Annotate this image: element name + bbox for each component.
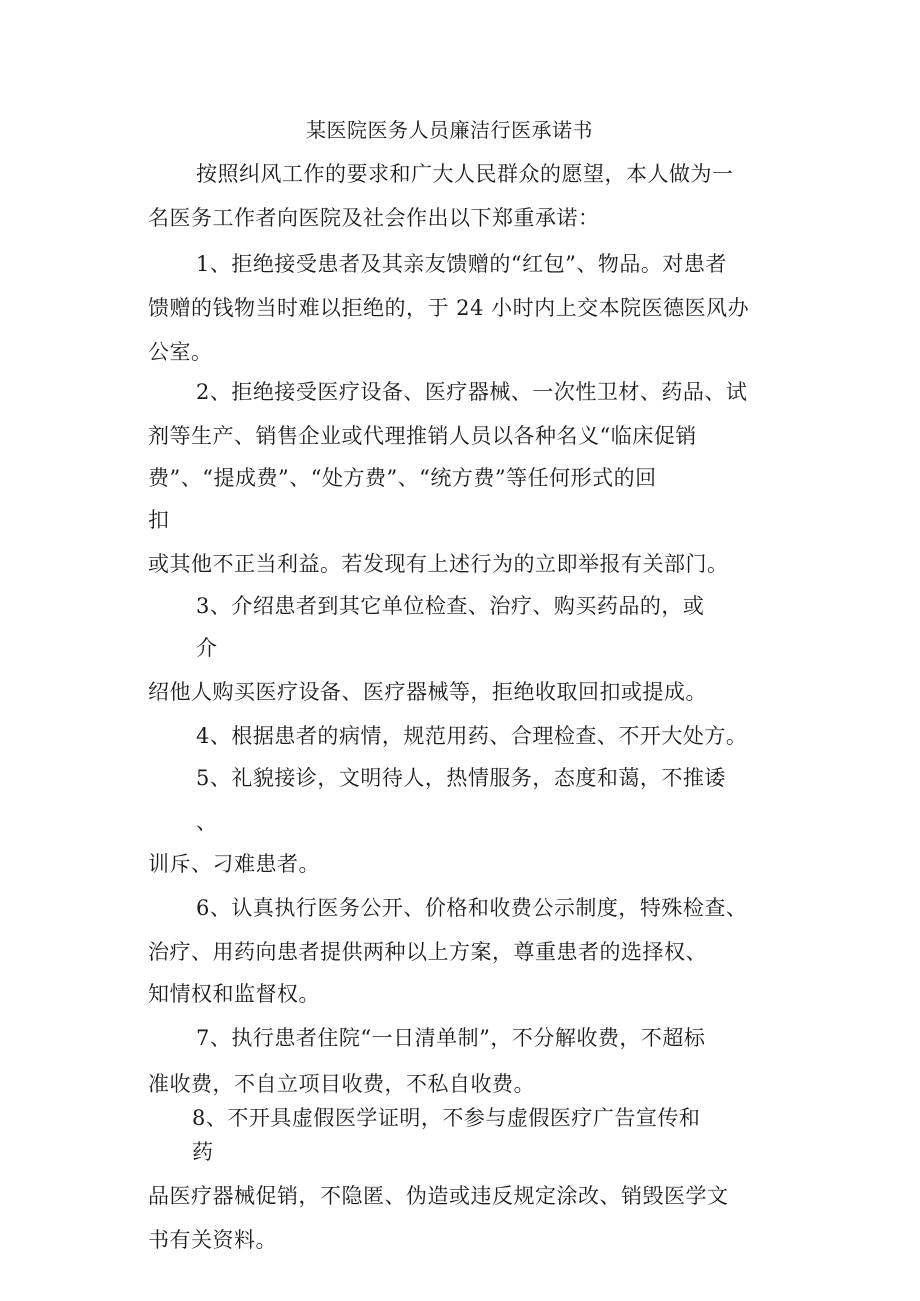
preamble-line-2: 名医务工作者向医院及社会作出以下郑重承诺： [148,206,600,230]
item-4-line-1: 4、根据患者的病情，规范用药、合理检查、不开大处方。 [196,724,748,748]
item-3-line-3: 绍他人购买医疗设备、医疗器械等，拒绝收取回扣或提成。 [148,680,707,704]
item-8-line-2: 药 [192,1140,214,1164]
item-2-line-5: 或其他不正当利益。若发现有上述行为的立即举报有关部门。 [148,552,729,576]
item-6-line-1: 6、认真执行医务公开、价格和收费公示制度，特殊检查、 [196,896,748,920]
document-title: 某医院医务人员廉洁行医承诺书 [306,118,593,142]
item-2-line-4: 扣 [148,508,170,532]
item-1-line-1: 1、拒绝接受患者及其亲友馈赠的“红包”、物品。对患者 [196,252,727,276]
item-5-line-3: 训斥、刁难患者。 [148,852,320,876]
item-2-line-2: 剂等生产、销售企业或代理推销人员以各种名义“临床促销 [148,424,697,448]
item-6-line-2: 治疗、用药向患者提供两种以上方案，尊重患者的选择权、 [148,940,707,964]
item-1-line-2: 馈赠的钱物当时难以拒绝的，于 24 小时内上交本院医德医风办 [148,296,750,320]
item-5-line-1: 5、礼貌接诊，文明待人，热情服务，态度和蔼，不推诿 [196,766,726,790]
item-1-line-3: 公室。 [148,340,213,364]
item-3-line-2: 介 [196,636,218,660]
item-8-line-3: 品医疗器械促销，不隐匿、伪造或违反规定涂改、销毁医学文 [148,1184,729,1208]
item-2-line-3: 费”、“提成费”、“处方费”、“统方费”等任何形式的回 [148,466,657,490]
item-8-line-1: 8、不开具虚假医学证明，不参与虚假医疗广告宣传和 [192,1106,701,1130]
preamble-line-1: 按照纠风工作的要求和广大人民群众的愿望，本人做为一 [196,162,734,186]
item-8-line-4: 书有关资料。 [148,1228,277,1252]
item-7-line-1: 7、执行患者住院“一日清单制”，不分解收费，不超标 [196,1026,706,1050]
item-3-line-1: 3、介绍患者到其它单位检查、治疗、购买药品的，或 [196,594,705,618]
item-2-line-1: 2、拒绝接受医疗设备、医疗器械、一次性卫材、药品、试 [196,380,748,404]
item-6-line-3: 知情权和监督权。 [148,982,320,1006]
item-7-line-2: 准收费，不自立项目收费，不私自收费。 [148,1072,535,1096]
item-5-line-2: 、 [196,810,218,834]
